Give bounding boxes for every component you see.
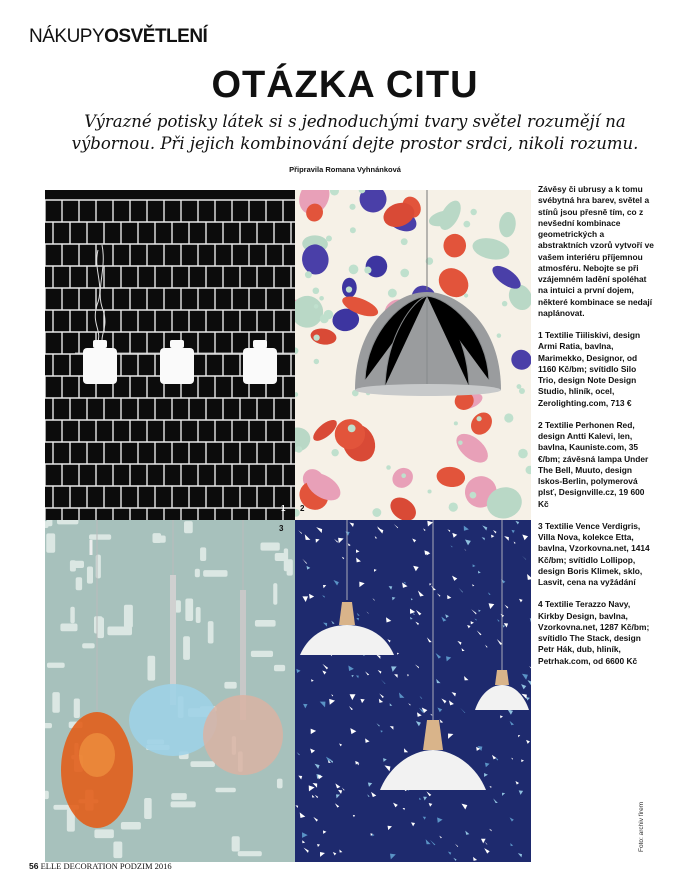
article-lead: Výrazné potisky látek si s jednoduchými tvary světel rozumějí na výbornou. Při jejich kombinování dejte prostor srdci, nikoli rozumu. xyxy=(71,112,639,153)
sidebar-item: 3 Textilie Vence Verdigris, Villa Nova, kolekce Etta, bavlna, Vzorkovna.net, 1414 Kč/bm; svítidlo Lollipop, design Boris Klimek, sklo, Lasvit, cena na vyžádání xyxy=(538,520,650,587)
section-topic: OSVĚTLENÍ xyxy=(104,26,208,47)
photo-terrazzo-pendants xyxy=(295,520,531,862)
magazine-issue: ELLE DECORATION PODZIM 2016 xyxy=(40,861,172,871)
photo-tiles-pendants xyxy=(45,190,295,520)
photo-glass-pendants xyxy=(45,520,295,862)
product-sidebar xyxy=(538,184,656,678)
article-title: OTÁZKA CITU xyxy=(211,64,479,106)
sidebar-intro: Závěsy či ubrusy a k tomu svébytná hra barev, světel a stínů jsou přesně tím, co z nevšední kombinace geometrických a abstraktních vzorů vytvoří ve vašem interiéru příjemnou atmosféru. Nebojte se při vzájemném ladění spoléhat na intuici a první dojem, některé kombinace se nedají naplánovat. xyxy=(538,184,654,318)
article-credit: Připravila Romana Vyhnánková xyxy=(289,165,401,174)
terrazzo-fabric-illustration xyxy=(295,520,531,862)
section-header xyxy=(29,26,207,48)
page-footer xyxy=(29,861,172,871)
sidebar-item: 4 Textilie Terazzo Navy, Kirkby Design, bavlna, Vzorkovna.net, 1287 Kč/bm; svítidlo The Stack, design Petr Hák, dub, hliník, Petrhak.com, od 6600 Kč xyxy=(538,599,650,666)
tile-grid-illustration xyxy=(45,190,295,520)
photo-number: 2 xyxy=(300,504,305,513)
sidebar-item: 2 Textilie Perhonen Red, design Antti Kalevi, len, bavlna, Kauniste.com, 35 €/bm; závěsná lampa Under The Bell, Muuto, design Iskos-Berlin, polymerová plsť, Designville.cz, 19 600 Kč xyxy=(538,419,649,509)
photo-number: 1 xyxy=(281,504,286,513)
pendant-lamps xyxy=(300,602,529,790)
section-label: NÁKUPY xyxy=(29,26,105,47)
floral-fabric-illustration xyxy=(295,190,531,520)
photo-felt-dome xyxy=(295,190,531,520)
photo-credit: Foto: archiv firem xyxy=(638,801,645,852)
teal-pattern-illustration xyxy=(45,520,295,862)
photo-number: 3 xyxy=(279,524,284,533)
sidebar-item: 1 Textilie Tiiliskivi, design Armi Ratia, bavlna, Marimekko, Designor, od 1160 Kč/bm; svítidlo Silo Trio, design Note Design Studio, hliník, ocel, Zerolighting.com, 713 € xyxy=(538,330,641,408)
page-number: 56 xyxy=(29,861,39,871)
